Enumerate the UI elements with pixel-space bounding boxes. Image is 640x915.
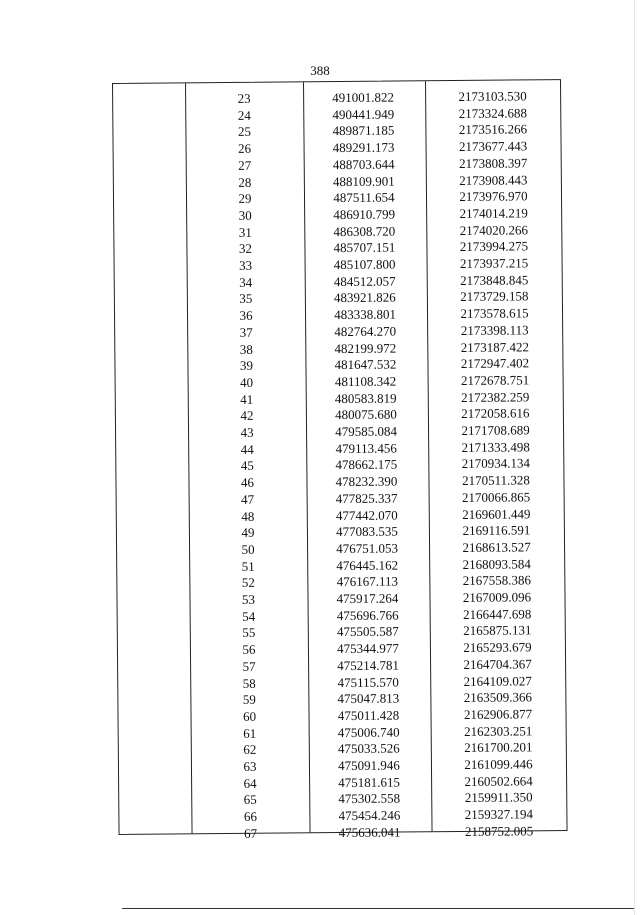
y-coordinate-cell: 2165875.131 — [463, 622, 532, 639]
x-coordinate-cell: 483338.801 — [334, 306, 396, 323]
point-number-cell: 29 — [238, 190, 252, 207]
y-coordinate-cell: 2170066.865 — [461, 489, 531, 505]
point-number-cell: 52 — [241, 575, 255, 591]
point-number-cell: 50 — [241, 541, 255, 557]
point-number-cell: 26 — [238, 140, 252, 156]
x-coordinate-cell: 475344.977 — [337, 640, 399, 657]
x-coordinate-cell: 475636.041 — [338, 824, 401, 840]
y-coordinate-cell: 2173324.688 — [458, 105, 527, 121]
point-number-cell: 53 — [241, 591, 256, 607]
y-coordinate-cell: 2173398.113 — [460, 322, 529, 338]
y-coordinate-cell: 2174020.266 — [459, 221, 528, 238]
y-coordinate-cell: 2171333.498 — [461, 439, 530, 455]
x-coordinate-cell: 489291.173 — [332, 139, 395, 156]
point-number-cell: 45 — [240, 458, 254, 474]
x-coordinate-cell: 475214.781 — [337, 657, 400, 673]
scan-edge-shadow — [634, 0, 635, 915]
x-coordinate-cell: 477825.337 — [335, 490, 398, 506]
x-coordinate-cell: 491001.822 — [332, 89, 395, 106]
y-coordinate-cell: 2173908.443 — [459, 171, 528, 188]
point-number-cell: 67 — [243, 825, 258, 841]
scan-edge-line — [122, 908, 634, 909]
point-number-cell: 59 — [242, 691, 256, 708]
y-coordinate-cell: 2170511.328 — [462, 472, 530, 489]
y-coordinate-cell: 2166447.698 — [462, 606, 532, 622]
point-number-cell: 60 — [242, 708, 257, 724]
x-coordinate-cell: 475091.946 — [338, 757, 400, 774]
x-coordinate-cell: 483921.826 — [333, 289, 396, 306]
point-number-cell: 44 — [240, 441, 254, 457]
x-coordinate-cell: 490441.949 — [332, 106, 395, 122]
y-coordinate-cell: 2168613.527 — [462, 539, 531, 555]
x-coordinate-cell: 475917.264 — [336, 590, 399, 607]
point-number-cell: 40 — [240, 374, 254, 390]
y-coordinate-cell: 2160502.664 — [464, 773, 533, 789]
x-coordinate-cell: 485707.151 — [333, 239, 396, 256]
y-coordinate-cell: 2163509.366 — [463, 689, 533, 706]
point-number-cell: 23 — [237, 90, 251, 106]
point-number-cell: 27 — [238, 157, 252, 173]
point-number-cell: 37 — [239, 324, 253, 340]
y-coordinate-cell: 2165293.679 — [463, 639, 532, 656]
y-coordinate-cell: 2173808.397 — [459, 155, 528, 171]
y-coordinate-cell: 2161099.446 — [464, 756, 533, 772]
point-number-cell: 64 — [243, 775, 257, 791]
x-coordinate-cell: 480075.680 — [334, 406, 397, 423]
x-coordinate-cell: 487511.654 — [333, 189, 395, 206]
point-number-cell: 38 — [239, 341, 253, 357]
x-coordinate-cell: 475696.766 — [336, 607, 399, 623]
point-number-cell: 41 — [240, 391, 254, 407]
point-number-cell: 62 — [243, 742, 257, 758]
point-number-cell: 24 — [237, 107, 251, 123]
x-coordinate-cell: 478232.390 — [335, 473, 398, 490]
x-coordinate-cell: 475454.246 — [338, 807, 401, 824]
point-number-cell: 57 — [242, 658, 256, 674]
y-coordinate-cell: 2173187.422 — [460, 338, 530, 355]
y-coordinate-cell: 2170934.134 — [461, 455, 531, 472]
page-number: 388 — [310, 63, 330, 78]
x-coordinate-cell: 486910.799 — [333, 206, 396, 222]
point-number-cell: 54 — [242, 608, 256, 624]
x-coordinate-cell: 486308.720 — [333, 223, 396, 239]
x-coordinate-cell: 480583.819 — [334, 390, 397, 406]
point-number-cell: 46 — [240, 474, 255, 490]
y-coordinate-cell: 2172678.751 — [460, 372, 530, 388]
x-coordinate-cell: 475302.558 — [338, 790, 401, 807]
point-number-cell: 39 — [239, 357, 254, 374]
x-coordinate-cell: 484512.057 — [333, 273, 396, 289]
point-number-cell: 47 — [241, 491, 255, 507]
x-coordinate-cell: 475505.587 — [336, 623, 399, 640]
y-coordinate-cell: 2167009.096 — [462, 589, 532, 605]
y-coordinate-cell: 2168093.584 — [462, 555, 531, 572]
y-coordinate-cell: 2167558.386 — [462, 572, 532, 589]
x-coordinate-cell: 482199.972 — [334, 340, 397, 356]
x-coordinate-cell: 479113.456 — [335, 440, 397, 456]
y-coordinate-cell: 2159327.194 — [464, 806, 534, 823]
x-coordinate-cell: 488109.901 — [332, 173, 395, 189]
y-coordinate-cell: 2164704.367 — [463, 656, 532, 672]
y-coordinate-cell: 2158752.005 — [464, 823, 534, 839]
y-coordinate-cell: 2173677.443 — [458, 138, 528, 155]
y-coordinate-cell: 2159911.350 — [464, 789, 533, 806]
point-number-cell: 66 — [243, 808, 257, 824]
x-coordinate-cell: 481647.532 — [334, 356, 397, 373]
point-number-cell: 28 — [238, 174, 252, 190]
point-number-cell: 48 — [241, 508, 255, 524]
y-coordinate-cell: 2173103.530 — [458, 88, 527, 104]
x-coordinate-cell: 476751.053 — [336, 540, 399, 556]
y-coordinate-cell: 2164109.027 — [463, 672, 532, 689]
y-coordinate-cell: 2173729.158 — [460, 288, 529, 305]
y-coordinate-cell: 2171708.689 — [461, 422, 530, 438]
coordinate-table — [112, 79, 568, 841]
point-number-cell: 58 — [242, 675, 256, 691]
x-coordinate-cell: 475011.428 — [337, 707, 400, 723]
x-coordinate-cell: 475006.740 — [337, 724, 400, 740]
point-number-cell: 65 — [243, 792, 257, 808]
x-coordinate-cell: 477083.535 — [335, 523, 398, 540]
y-coordinate-cell: 2169601.449 — [462, 505, 531, 522]
x-coordinate-cell: 481108.342 — [334, 373, 397, 389]
y-coordinate-cell: 2173937.215 — [459, 255, 529, 271]
point-number-cell: 51 — [241, 558, 255, 574]
point-number-cell: 31 — [238, 224, 252, 240]
point-number-cell: 63 — [243, 758, 257, 774]
x-coordinate-cell: 488703.644 — [332, 156, 395, 172]
point-number-cell: 56 — [242, 641, 256, 657]
x-coordinate-cell: 475115.570 — [337, 674, 399, 690]
x-coordinate-cell: 478662.175 — [335, 456, 398, 473]
y-coordinate-cell: 2173848.845 — [460, 272, 529, 288]
point-number-cell: 43 — [240, 424, 254, 440]
point-number-cell: 35 — [239, 291, 253, 307]
y-coordinate-cell: 2173994.275 — [459, 238, 529, 255]
point-number-cell: 25 — [237, 124, 251, 140]
y-coordinate-cell: 2173976.970 — [459, 188, 528, 205]
point-number-cell: 55 — [242, 625, 256, 641]
y-coordinate-cell: 2162906.877 — [463, 706, 533, 722]
x-coordinate-cell: 475033.526 — [337, 740, 400, 757]
y-coordinate-cell: 2173516.266 — [458, 121, 528, 138]
point-number-cell: 32 — [238, 241, 253, 257]
point-number-cell: 30 — [238, 207, 252, 223]
x-coordinate-cell: 476167.113 — [336, 573, 399, 590]
x-coordinate-cell: 489871.185 — [332, 122, 395, 139]
y-coordinate-cell: 2169116.591 — [462, 522, 531, 539]
y-coordinate-cell: 2161700.201 — [464, 739, 533, 756]
point-number-cell: 33 — [239, 257, 253, 273]
x-coordinate-cell: 482764.270 — [334, 323, 397, 339]
x-coordinate-cell: 475181.615 — [338, 774, 401, 790]
y-coordinate-cell: 2172382.259 — [461, 388, 530, 405]
x-coordinate-cell: 476445.162 — [336, 557, 399, 573]
x-coordinate-cell: 485107.800 — [333, 256, 396, 273]
point-number-cell: 42 — [240, 408, 254, 424]
x-coordinate-cell: 475047.813 — [337, 690, 400, 707]
point-number-cell: 49 — [241, 524, 255, 541]
table-body — [113, 88, 560, 841]
y-coordinate-cell: 2162303.251 — [463, 722, 533, 739]
x-coordinate-cell: 479585.084 — [335, 423, 397, 440]
table-row — [119, 823, 566, 844]
y-coordinate-cell: 2174014.219 — [459, 205, 528, 221]
point-number-cell: 36 — [239, 307, 253, 323]
point-number-cell: 34 — [239, 274, 253, 290]
y-coordinate-cell: 2172058.616 — [461, 405, 530, 422]
y-coordinate-cell: 2173578.615 — [460, 305, 529, 322]
x-coordinate-cell: 477442.070 — [335, 507, 398, 523]
point-number-cell: 61 — [243, 725, 257, 741]
y-coordinate-cell: 2172947.402 — [460, 355, 530, 372]
